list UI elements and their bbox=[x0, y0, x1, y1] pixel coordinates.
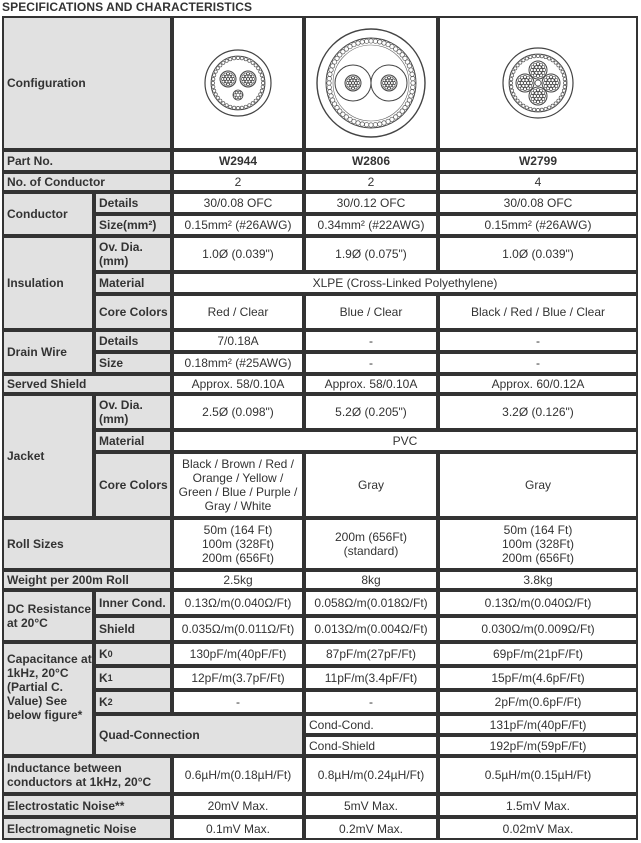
dc-shield-w2806: 0.013Ω/m(0.004Ω/Ft) bbox=[304, 616, 438, 642]
jacket-core-colors-w2944: Black / Brown / Red / Orange / Yellow / Green / Blue / Purple / Gray / White bbox=[172, 452, 304, 518]
electromagnetic-w2944: 0.1mV Max. bbox=[172, 817, 304, 840]
row-label-capacitance: Capacitance at 1kHz, 20°C (Partial C. Value) See below figure* bbox=[2, 642, 94, 756]
row-label-configuration: Configuration bbox=[2, 16, 172, 150]
row-label-part-no: Part No. bbox=[2, 150, 172, 172]
row-label-drain-wire: Drain Wire bbox=[2, 330, 94, 374]
no-conductor-w2806: 2 bbox=[304, 172, 438, 192]
k2-label: K bbox=[99, 695, 108, 709]
row-label-no-conductor: No. of Conductor bbox=[2, 172, 172, 192]
k2-subscript: 2 bbox=[107, 697, 113, 707]
roll-sizes-w2799: 50m (164 Ft) 100m (328Ft) 200m (656Ft) bbox=[438, 518, 638, 570]
conductor-size-w2944: 0.15mm² (#26AWG) bbox=[172, 214, 304, 236]
quad-cond-shield-w2799: 192pF/m(59pF/Ft) bbox=[438, 735, 638, 756]
weight-w2806: 8kg bbox=[304, 570, 438, 590]
inductance-w2799: 0.5µH/m(0.15µH/Ft) bbox=[438, 756, 638, 794]
drain-size-w2806: - bbox=[304, 352, 438, 374]
jacket-ovdia-w2944: 2.5Ø (0.098") bbox=[172, 394, 304, 430]
insulation-core-colors-w2799: Black / Red / Blue / Clear bbox=[438, 294, 638, 330]
row-label-served-shield: Served Shield bbox=[2, 374, 172, 394]
drain-size-w2799: - bbox=[438, 352, 638, 374]
served-shield-w2799: Approx. 60/0.12A bbox=[438, 374, 638, 394]
row-label-roll-sizes: Roll Sizes bbox=[2, 518, 172, 570]
sub-label-quad-connection: Quad-Connection bbox=[94, 714, 304, 756]
k0-w2806: 87pF/m(27pF/Ft) bbox=[304, 642, 438, 666]
conductor-size-w2799: 0.15mm² (#26AWG) bbox=[438, 214, 638, 236]
sub-label-jacket-ovdia: Ov. Dia. (mm) bbox=[94, 394, 172, 430]
jacket-core-colors-w2799: Gray bbox=[438, 452, 638, 518]
k1-w2806: 11pF/m(3.4pF/Ft) bbox=[304, 666, 438, 690]
row-label-weight: Weight per 200m Roll bbox=[2, 570, 172, 590]
k0-w2799: 69pF/m(21pF/Ft) bbox=[438, 642, 638, 666]
no-conductor-w2799: 4 bbox=[438, 172, 638, 192]
row-label-inductance: Inductance between conductors at 1kHz, 20°C bbox=[2, 756, 172, 794]
row-label-dc-resistance: DC Resistance at 20°C bbox=[2, 590, 94, 642]
spec-table bbox=[2, 16, 638, 840]
jacket-ovdia-w2799: 3.2Ø (0.126") bbox=[438, 394, 638, 430]
inductance-w2944: 0.6µH/m(0.18µH/Ft) bbox=[172, 756, 304, 794]
served-shield-w2944: Approx. 58/0.10A bbox=[172, 374, 304, 394]
quad-cond-cond-w2799: 131pF/m(40pF/Ft) bbox=[438, 714, 638, 735]
conductor-details-w2944: 30/0.08 OFC bbox=[172, 192, 304, 214]
electrostatic-w2944: 20mV Max. bbox=[172, 794, 304, 817]
row-label-insulation: Insulation bbox=[2, 236, 94, 330]
page-title: SPECIFICATIONS AND CHARACTERISTICS bbox=[2, 0, 253, 14]
dc-inner-w2806: 0.058Ω/m(0.018Ω/Ft) bbox=[304, 590, 438, 616]
sub-label-drain-size: Size bbox=[94, 352, 172, 374]
sub-label-dc-shield: Shield bbox=[94, 616, 172, 642]
config-cell-w2799 bbox=[438, 16, 638, 150]
insulation-material: XLPE (Cross-Linked Polyethylene) bbox=[172, 272, 638, 294]
sub-label-k0 bbox=[94, 642, 172, 666]
jacket-ovdia-w2806: 5.2Ø (0.205") bbox=[304, 394, 438, 430]
sub-label-insulation-material: Material bbox=[94, 272, 172, 294]
electromagnetic-w2799: 0.02mV Max. bbox=[438, 817, 638, 840]
roll-sizes-w2944: 50m (164 Ft) 100m (328Ft) 200m (656Ft) bbox=[172, 518, 304, 570]
conductor-details-w2799: 30/0.08 OFC bbox=[438, 192, 638, 214]
dc-shield-w2799: 0.030Ω/m(0.009Ω/Ft) bbox=[438, 616, 638, 642]
cable-cross-section-w2806-icon bbox=[315, 27, 427, 139]
drain-size-w2944: 0.18mm² (#25AWG) bbox=[172, 352, 304, 374]
insulation-core-colors-w2944: Red / Clear bbox=[172, 294, 304, 330]
sub-label-jacket-material: Material bbox=[94, 430, 172, 452]
sub-label-conductor-size: Size(mm²) bbox=[94, 214, 172, 236]
drain-details-w2944: 7/0.18A bbox=[172, 330, 304, 352]
row-label-electromagnetic: Electromagnetic Noise bbox=[2, 817, 172, 840]
dc-inner-w2944: 0.13Ω/m(0.040Ω/Ft) bbox=[172, 590, 304, 616]
drain-details-w2799: - bbox=[438, 330, 638, 352]
sub-label-dc-inner: Inner Cond. bbox=[94, 590, 172, 616]
conductor-details-w2806: 30/0.12 OFC bbox=[304, 192, 438, 214]
inductance-w2806: 0.8µH/m(0.24µH/Ft) bbox=[304, 756, 438, 794]
cable-cross-section-w2799-icon bbox=[501, 46, 575, 120]
k1-subscript: 1 bbox=[107, 673, 113, 683]
part-no-w2806: W2806 bbox=[304, 150, 438, 172]
quad-cond-cond-label: Cond-Cond. bbox=[304, 714, 438, 735]
sub-label-insulation-core-colors: Core Colors bbox=[94, 294, 172, 330]
jacket-core-colors-w2806: Gray bbox=[304, 452, 438, 518]
row-label-jacket: Jacket bbox=[2, 394, 94, 518]
k2-w2944: - bbox=[172, 690, 304, 714]
row-label-conductor: Conductor bbox=[2, 192, 94, 236]
served-shield-w2806: Approx. 58/0.10A bbox=[304, 374, 438, 394]
config-cell-w2806 bbox=[304, 16, 438, 150]
conductor-size-w2806: 0.34mm² (#22AWG) bbox=[304, 214, 438, 236]
k2-w2806: - bbox=[304, 690, 438, 714]
k0-subscript: 0 bbox=[107, 649, 113, 659]
dc-shield-w2944: 0.035Ω/m(0.011Ω/Ft) bbox=[172, 616, 304, 642]
dc-inner-w2799: 0.13Ω/m(0.040Ω/Ft) bbox=[438, 590, 638, 616]
k1-label: K bbox=[99, 671, 108, 685]
part-no-w2944: W2944 bbox=[172, 150, 304, 172]
electromagnetic-w2806: 0.2mV Max. bbox=[304, 817, 438, 840]
electrostatic-w2799: 1.5mV Max. bbox=[438, 794, 638, 817]
sub-label-jacket-core-colors: Core Colors bbox=[94, 452, 172, 518]
row-label-electrostatic: Electrostatic Noise** bbox=[2, 794, 172, 817]
drain-details-w2806: - bbox=[304, 330, 438, 352]
config-cell-w2944 bbox=[172, 16, 304, 150]
k2-w2799: 2pF/m(0.6pF/Ft) bbox=[438, 690, 638, 714]
k1-w2799: 15pF/m(4.6pF/Ft) bbox=[438, 666, 638, 690]
sub-label-k1 bbox=[94, 666, 172, 690]
insulation-ovdia-w2944: 1.0Ø (0.039") bbox=[172, 236, 304, 272]
insulation-ovdia-w2806: 1.9Ø (0.075") bbox=[304, 236, 438, 272]
roll-sizes-w2806: 200m (656Ft) (standard) bbox=[304, 518, 438, 570]
sub-label-insulation-ovdia: Ov. Dia. (mm) bbox=[94, 236, 172, 272]
k1-w2944: 12pF/m(3.7pF/Ft) bbox=[172, 666, 304, 690]
k0-label: K bbox=[99, 647, 108, 661]
part-no-w2799: W2799 bbox=[438, 150, 638, 172]
weight-w2799: 3.8kg bbox=[438, 570, 638, 590]
no-conductor-w2944: 2 bbox=[172, 172, 304, 192]
jacket-material: PVC bbox=[172, 430, 638, 452]
weight-w2944: 2.5kg bbox=[172, 570, 304, 590]
sub-label-k2 bbox=[94, 690, 172, 714]
k0-w2944: 130pF/m(40pF/Ft) bbox=[172, 642, 304, 666]
insulation-ovdia-w2799: 1.0Ø (0.039") bbox=[438, 236, 638, 272]
sub-label-drain-details: Details bbox=[94, 330, 172, 352]
quad-cond-shield-label: Cond-Shield bbox=[304, 735, 438, 756]
cable-cross-section-w2944-icon bbox=[203, 48, 273, 118]
sub-label-conductor-details: Details bbox=[94, 192, 172, 214]
insulation-core-colors-w2806: Blue / Clear bbox=[304, 294, 438, 330]
electrostatic-w2806: 5mV Max. bbox=[304, 794, 438, 817]
